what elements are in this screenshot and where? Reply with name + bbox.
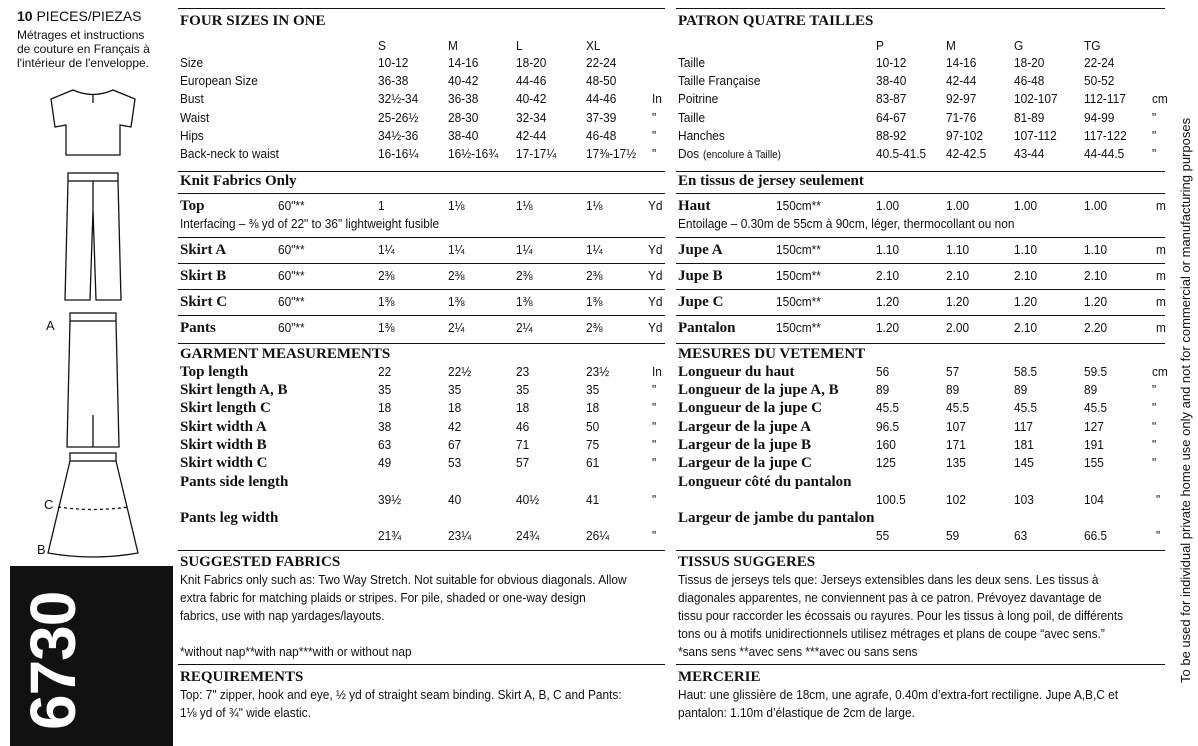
size-cell: 40-42 bbox=[516, 91, 547, 107]
size-cell: 40.5-41.5 bbox=[876, 146, 927, 161]
pants-leg-label: Largeur de jambe du pantalon bbox=[678, 510, 875, 526]
unit-label: " bbox=[1156, 528, 1161, 543]
size-cell: 97-102 bbox=[946, 127, 983, 143]
fabric-cell: 2.10 bbox=[876, 268, 900, 283]
fabric-row-label: Skirt B bbox=[180, 268, 227, 284]
pants-side-cell: 40 bbox=[448, 492, 462, 507]
pants-leg-label: Pants leg width bbox=[180, 510, 279, 526]
garment-cell: 107 bbox=[946, 418, 966, 434]
garment-cell: 35 bbox=[516, 382, 530, 398]
size-cell: 43-44 bbox=[1014, 146, 1045, 161]
size-cell: 38-40 bbox=[876, 73, 907, 89]
unit-label: m bbox=[1156, 268, 1166, 283]
fabric-cell: 1.00 bbox=[946, 198, 970, 213]
fabric-cell: 2.10 bbox=[1084, 268, 1108, 283]
garment-sketches bbox=[40, 85, 150, 560]
fabric-width: 60"** bbox=[278, 320, 305, 335]
size-cell: 16½-16¾ bbox=[448, 146, 499, 161]
size-cell: 88-92 bbox=[876, 127, 907, 143]
size-cell: 22-24 bbox=[1084, 55, 1115, 70]
fabric-cell: 1⅜ bbox=[378, 320, 395, 335]
suggested-title: TISSUS SUGGERES bbox=[678, 554, 816, 570]
row-divider bbox=[178, 315, 665, 316]
garment-cell: 125 bbox=[876, 455, 896, 470]
fabric-cell: 1.00 bbox=[1084, 198, 1108, 213]
english-column bbox=[178, 0, 665, 746]
fabric-row-label: Skirt A bbox=[180, 242, 227, 258]
fabric-cell: 1⅜ bbox=[516, 294, 533, 309]
unit-label: " bbox=[1152, 382, 1157, 398]
garment-cell: 35 bbox=[586, 382, 600, 398]
size-row-label: Hanches bbox=[678, 127, 725, 143]
size-cell: 38-40 bbox=[448, 127, 479, 143]
fabric-row-label: Top bbox=[180, 198, 205, 214]
size-cell: 92-97 bbox=[946, 91, 977, 107]
size-cell: 18-20 bbox=[516, 55, 547, 70]
note-line: Métrages et instructions bbox=[17, 28, 145, 42]
size-cell: 46-48 bbox=[586, 127, 617, 143]
pants-side-cell: 41 bbox=[586, 492, 600, 507]
suggested-line: diagonales apparentes, ne conviennent pas à ce patron. Prévoyez davantage de bbox=[678, 590, 1102, 605]
unit-label: " bbox=[1152, 400, 1157, 416]
row-divider bbox=[676, 315, 1165, 316]
fabric-cell: 2⅜ bbox=[586, 320, 603, 335]
size-cell: 32½-34 bbox=[378, 91, 419, 107]
garment-row-label: Skirt width A bbox=[180, 418, 267, 435]
garment-cell: 171 bbox=[946, 436, 966, 452]
requirements-line: pantalon: 1.10m d’élastique de 2cm de large. bbox=[678, 705, 915, 720]
size-cell: 32-34 bbox=[516, 109, 547, 125]
size-col-header: S bbox=[378, 38, 386, 53]
garment-cell: 45.5 bbox=[946, 400, 970, 416]
garment-cell: 22½ bbox=[448, 364, 472, 379]
row-divider bbox=[676, 289, 1165, 290]
size-row-label: European Size bbox=[180, 73, 258, 89]
size-row-label: Back-neck to waist bbox=[180, 146, 279, 161]
unit-label: " bbox=[1152, 109, 1157, 125]
unit-label: " bbox=[652, 146, 657, 161]
garment-row-label: Longueur de la jupe C bbox=[678, 400, 822, 417]
size-cell: 42-44 bbox=[516, 127, 547, 143]
garment-row-label: Top length bbox=[180, 364, 249, 380]
view-label-a: A bbox=[46, 318, 55, 333]
sizes-title: FOUR SIZES IN ONE bbox=[180, 13, 326, 29]
garment-cell: 42 bbox=[448, 418, 462, 434]
sizes-title: PATRON QUATRE TAILLES bbox=[678, 13, 874, 29]
unit-label: Yd bbox=[648, 320, 663, 335]
size-col-header: XL bbox=[586, 38, 601, 53]
size-cell: 107-112 bbox=[1014, 127, 1057, 143]
interfacing-note: Entoilage – 0.30m de 55cm à 90cm, léger, thermocollant ou non bbox=[678, 216, 1015, 231]
requirements-line: 1⅛ yd of ¾" wide elastic. bbox=[180, 705, 311, 720]
size-cell: 117-122 bbox=[1084, 127, 1127, 143]
unit-label: " bbox=[652, 382, 657, 398]
pants-side-cell: 40½ bbox=[516, 492, 540, 507]
unit-label: " bbox=[652, 400, 657, 416]
size-cell: 83-87 bbox=[876, 91, 907, 107]
dos-note: (encolure à Taille) bbox=[703, 149, 781, 161]
requirements-title: MERCERIE bbox=[678, 669, 761, 685]
fabric-width: 150cm** bbox=[776, 198, 821, 213]
garment-cell: 67 bbox=[448, 436, 462, 452]
fabric-cell: 2¼ bbox=[448, 320, 465, 335]
garment-cell: 35 bbox=[448, 382, 462, 398]
fabric-row-label: Pantalon bbox=[678, 320, 736, 336]
size-cell: 22-24 bbox=[586, 55, 617, 70]
fabric-cell: 2¼ bbox=[516, 320, 533, 335]
size-row-label: Waist bbox=[180, 109, 210, 125]
size-col-header: M bbox=[946, 38, 956, 53]
garment-row-label: Skirt width C bbox=[180, 455, 268, 471]
size-row-label: Size bbox=[180, 55, 204, 70]
fabric-row-label: Jupe C bbox=[678, 294, 724, 310]
size-cell: 50-52 bbox=[1084, 73, 1115, 89]
size-cell: 112-117 bbox=[1084, 91, 1126, 107]
garment-cell: 61 bbox=[586, 455, 600, 470]
fabric-row-label: Jupe A bbox=[678, 242, 723, 258]
pattern-number: 6730 bbox=[17, 591, 89, 730]
fabric-width: 60"** bbox=[278, 294, 305, 309]
size-cell: 36-38 bbox=[448, 91, 479, 107]
garment-cell: 18 bbox=[448, 400, 462, 416]
fabrics-title: En tissus de jersey seulement bbox=[678, 173, 864, 189]
requirements-title: REQUIREMENTS bbox=[180, 669, 304, 685]
fabric-cell: 1.20 bbox=[1014, 294, 1038, 309]
garment-cell: 155 bbox=[1084, 455, 1104, 470]
unit-label: " bbox=[652, 455, 657, 470]
pants-side-cell: 39½ bbox=[378, 492, 402, 507]
unit-label: " bbox=[652, 127, 657, 143]
garment-row-label: Longueur de la jupe A, B bbox=[678, 382, 839, 399]
size-cell: 16-16¼ bbox=[378, 146, 419, 161]
pants-side-label: Pants side length bbox=[180, 474, 289, 490]
fabric-row-label: Jupe B bbox=[678, 268, 723, 284]
garment-row-label: Largeur de la jupe C bbox=[678, 455, 812, 471]
fabric-cell: 1.00 bbox=[876, 198, 900, 213]
pants-leg-cell: 21¾ bbox=[378, 528, 402, 543]
size-cell: 14-16 bbox=[448, 55, 479, 70]
fabric-cell: 1¼ bbox=[448, 242, 465, 257]
size-cell: 46-48 bbox=[1014, 73, 1045, 89]
fabric-cell: 1 bbox=[378, 198, 385, 213]
garment-cell: 96.5 bbox=[876, 418, 900, 434]
size-col-header: TG bbox=[1084, 38, 1101, 53]
pants-leg-cell: 55 bbox=[876, 528, 890, 543]
size-row-label: Poitrine bbox=[678, 91, 719, 107]
size-cell: 44-46 bbox=[516, 73, 547, 89]
fabric-cell: 1.20 bbox=[946, 294, 970, 309]
row-divider bbox=[676, 263, 1165, 264]
garment-cell: 23 bbox=[516, 364, 530, 379]
usage-note: To be used for individual private home use only and not for commercial or manufacturing purposes bbox=[1178, 117, 1193, 683]
size-col-header: L bbox=[516, 38, 523, 53]
garment-cell: 18 bbox=[516, 400, 530, 416]
fabric-cell: 1.00 bbox=[1014, 198, 1038, 213]
pieces-label: PIECES/PIEZAS bbox=[36, 8, 142, 24]
fabric-row-label: Skirt C bbox=[180, 294, 228, 310]
fabric-width: 60"** bbox=[278, 198, 305, 213]
fabric-cell: 1.20 bbox=[1084, 294, 1108, 309]
unit-label: " bbox=[652, 436, 657, 452]
unit-label: cm bbox=[1152, 91, 1168, 107]
size-cell: 94-99 bbox=[1084, 109, 1115, 125]
unit-label: " bbox=[1156, 492, 1161, 507]
garment-cell: 46 bbox=[516, 418, 530, 434]
garment-cell: 49 bbox=[378, 455, 392, 470]
row-divider bbox=[676, 237, 1165, 238]
garment-cell: 58.5 bbox=[1014, 364, 1038, 379]
fabric-width: 150cm** bbox=[776, 242, 821, 257]
size-cell: 34½-36 bbox=[378, 127, 419, 143]
size-cell: 25-26½ bbox=[378, 109, 419, 125]
french-note bbox=[17, 28, 150, 70]
fabric-cell: 1.10 bbox=[1084, 242, 1108, 257]
suggested-line: Knit Fabrics only such as: Two Way Stretch. Not suitable for obvious diagonals. Allow bbox=[180, 572, 627, 587]
fabric-cell: 1¼ bbox=[378, 242, 395, 257]
french-column bbox=[676, 0, 1168, 746]
fabric-width: 60"** bbox=[278, 242, 305, 257]
garment-row-label: Skirt length A, B bbox=[180, 382, 288, 399]
pants-side-cell: 104 bbox=[1084, 492, 1104, 507]
garment-cell: 22 bbox=[378, 364, 392, 379]
size-col-header: G bbox=[1014, 38, 1024, 53]
unit-label: " bbox=[1152, 146, 1157, 161]
nap-note: *without nap**with nap***with or without nap bbox=[180, 644, 412, 659]
fabric-width: 60"** bbox=[278, 268, 305, 283]
unit-label: cm bbox=[1152, 364, 1168, 379]
requirements-line: Haut: une glissière de 18cm, une agrafe, 0.40m d’extra-fort rectiligne. Jupe A,B,C et bbox=[678, 687, 1119, 702]
interfacing-note: Interfacing – ⅜ yd of 22" to 36" lightweight fusible bbox=[180, 216, 440, 231]
pants-leg-cell: 59 bbox=[946, 528, 960, 543]
top-sketch bbox=[51, 90, 135, 155]
fabric-width: 150cm** bbox=[776, 268, 821, 283]
suggested-line: tissu pour raccorder les écossais ou rayures. Pour les tissus à long poil, de différents bbox=[678, 608, 1124, 623]
requirements-line: Top: 7" zipper, hook and eye, ½ yd of straight seam binding. Skirt A, B, C and Pants: bbox=[180, 687, 622, 702]
size-cell: 17-17¼ bbox=[516, 146, 557, 161]
fabric-cell: 1.10 bbox=[946, 242, 970, 257]
size-cell: 18-20 bbox=[1014, 55, 1045, 70]
garment-cell: 18 bbox=[378, 400, 392, 416]
pants-side-cell: 102 bbox=[946, 492, 966, 507]
fabric-cell: 1⅜ bbox=[448, 294, 465, 309]
row-divider bbox=[178, 263, 665, 264]
pants-leg-cell: 26¼ bbox=[586, 528, 610, 543]
pants-sketch bbox=[65, 173, 121, 300]
size-cell: 64-67 bbox=[876, 109, 907, 125]
fabric-cell: 2.00 bbox=[946, 320, 970, 335]
fabric-cell: 2⅜ bbox=[448, 268, 465, 283]
size-cell: 71-76 bbox=[946, 109, 977, 125]
garment-cell: 57 bbox=[946, 364, 960, 379]
view-label-b: B bbox=[37, 542, 46, 557]
fabric-cell: 1⅛ bbox=[448, 198, 465, 213]
pants-side-cell: 100.5 bbox=[876, 492, 906, 507]
unit-label: Yd bbox=[648, 242, 663, 257]
size-row-label: Bust bbox=[180, 91, 204, 107]
pants-leg-cell: 66.5 bbox=[1084, 528, 1108, 543]
unit-label: m bbox=[1156, 242, 1166, 257]
unit-label: " bbox=[652, 528, 657, 543]
pieces-heading bbox=[17, 8, 142, 24]
unit-label: " bbox=[1152, 127, 1157, 143]
fabric-cell: 2⅜ bbox=[516, 268, 533, 283]
fabric-cell: 1⅛ bbox=[586, 198, 603, 213]
size-cell: 10-12 bbox=[876, 55, 907, 70]
size-col-header: M bbox=[448, 38, 458, 53]
size-cell: 10-12 bbox=[378, 55, 409, 70]
fabric-cell: 1.20 bbox=[876, 294, 900, 309]
fabric-cell: 2.10 bbox=[1014, 268, 1038, 283]
fabric-cell: 1.10 bbox=[1014, 242, 1038, 257]
size-row-label: Taille bbox=[678, 109, 706, 125]
garment-cell: 45.5 bbox=[1014, 400, 1038, 416]
size-cell: 102-107 bbox=[1014, 91, 1058, 107]
size-row-label: Taille bbox=[678, 55, 706, 70]
fabric-cell: 2.10 bbox=[1014, 320, 1038, 335]
garment-cell: 45.5 bbox=[876, 400, 900, 416]
skirt-bc-sketch bbox=[48, 453, 138, 557]
garment-cell: 135 bbox=[946, 455, 966, 470]
garment-cell: 181 bbox=[1014, 436, 1034, 452]
size-row-label: Taille Française bbox=[678, 73, 761, 89]
garment-title: GARMENT MEASUREMENTS bbox=[180, 346, 391, 362]
garment-cell: 23½ bbox=[586, 364, 610, 379]
garment-cell: 89 bbox=[946, 382, 960, 398]
garment-cell: 18 bbox=[586, 400, 600, 416]
garment-cell: 117 bbox=[1014, 418, 1033, 434]
garment-cell: 75 bbox=[586, 436, 600, 452]
size-cell: 40-42 bbox=[448, 73, 479, 89]
garment-row-label: Largeur de la jupe A bbox=[678, 418, 812, 435]
unit-label: " bbox=[1152, 455, 1157, 470]
fabric-cell: 2⅜ bbox=[378, 268, 395, 283]
fabric-cell: 2.20 bbox=[1084, 320, 1108, 335]
skirt-a-sketch bbox=[67, 313, 119, 447]
size-cell: 37-39 bbox=[586, 109, 617, 125]
suggested-title: SUGGESTED FABRICS bbox=[180, 554, 341, 570]
size-cell: 17⅜-17½ bbox=[586, 146, 637, 161]
size-row-label: Hips bbox=[180, 127, 204, 143]
garment-cell: 145 bbox=[1014, 455, 1034, 470]
suggested-line: Tissus de jerseys tels que: Jerseys extensibles dans les deux sens. Les tissus à bbox=[678, 572, 1099, 587]
pieces-count: 10 bbox=[17, 8, 33, 24]
size-cell: 44-44.5 bbox=[1084, 146, 1125, 161]
row-divider bbox=[178, 289, 665, 290]
unit-label: m bbox=[1156, 320, 1166, 335]
garment-cell: 45.5 bbox=[1084, 400, 1108, 416]
fabric-cell: 1¼ bbox=[516, 242, 533, 257]
fabric-cell: 2⅜ bbox=[586, 268, 603, 283]
garment-cell: 57 bbox=[516, 455, 530, 470]
view-label-c: C bbox=[44, 497, 54, 512]
pants-leg-cell: 24¾ bbox=[516, 528, 540, 543]
fabric-width: 150cm** bbox=[776, 294, 821, 309]
nap-note: *sans sens **avec sens ***avec ou sans sens bbox=[678, 644, 918, 659]
garment-cell: 127 bbox=[1084, 418, 1104, 434]
fabric-row-label: Pants bbox=[180, 320, 216, 336]
garment-cell: 38 bbox=[378, 418, 392, 434]
unit-label: In bbox=[652, 91, 662, 107]
garment-cell: 89 bbox=[876, 382, 890, 398]
fabric-cell: 1⅛ bbox=[516, 198, 533, 213]
pants-leg-cell: 63 bbox=[1014, 528, 1028, 543]
pants-side-label: Longueur côté du pantalon bbox=[678, 474, 852, 490]
garment-cell: 160 bbox=[876, 436, 896, 452]
fabrics-title: Knit Fabrics Only bbox=[180, 173, 297, 189]
fabric-cell: 1¼ bbox=[586, 242, 603, 257]
pants-side-cell: 103 bbox=[1014, 492, 1034, 507]
unit-label: Yd bbox=[648, 268, 663, 283]
garment-cell: 59.5 bbox=[1084, 364, 1108, 379]
size-row-label: Dos bbox=[678, 146, 700, 161]
note-line: de couture en Français à bbox=[17, 42, 150, 56]
unit-label: Yd bbox=[648, 198, 663, 213]
fabric-width: 150cm** bbox=[776, 320, 821, 335]
garment-row-label: Skirt width B bbox=[180, 436, 267, 453]
size-cell: 81-89 bbox=[1014, 109, 1045, 125]
size-cell: 42-42.5 bbox=[946, 146, 987, 161]
garment-cell: 89 bbox=[1014, 382, 1028, 398]
fabric-cell: 1⅜ bbox=[378, 294, 395, 309]
garment-cell: 35 bbox=[378, 382, 392, 398]
fabric-row-label: Haut bbox=[678, 198, 711, 214]
unit-label: " bbox=[1152, 418, 1157, 434]
suggested-line: fabrics, use with nap yardages/layouts. bbox=[180, 608, 385, 623]
size-cell: 36-38 bbox=[378, 73, 409, 89]
unit-label: " bbox=[652, 492, 657, 507]
size-cell: 14-16 bbox=[946, 55, 977, 70]
fabric-cell: 1⅜ bbox=[586, 294, 603, 309]
pants-leg-cell: 23¼ bbox=[448, 528, 472, 543]
unit-label: " bbox=[652, 109, 657, 125]
garment-cell: 63 bbox=[378, 436, 392, 452]
garment-cell: 56 bbox=[876, 364, 890, 379]
garment-title: MESURES DU VETEMENT bbox=[678, 346, 866, 362]
suggested-line: extra fabric for matching plaids or stripes. For pile, shaded or one-way design bbox=[180, 590, 586, 605]
suggested-line: tons ou à motifs unidirectionnels utilisez métrages et plans de coupe “avec sens.” bbox=[678, 626, 1105, 641]
garment-row-label: Skirt length C bbox=[180, 400, 271, 417]
row-divider bbox=[178, 237, 665, 238]
garment-cell: 53 bbox=[448, 455, 462, 470]
note-line: l'intérieur de l'enveloppe. bbox=[17, 56, 149, 70]
garment-row-label: Largeur de la jupe B bbox=[678, 436, 812, 453]
garment-row-label: Longueur du haut bbox=[678, 364, 795, 380]
size-cell: 28-30 bbox=[448, 109, 479, 125]
unit-label: " bbox=[1152, 436, 1157, 452]
garment-cell: 71 bbox=[516, 436, 530, 452]
unit-label: " bbox=[652, 418, 657, 434]
unit-label: In bbox=[652, 364, 662, 379]
size-col-header: P bbox=[876, 38, 884, 53]
unit-label: Yd bbox=[648, 294, 663, 309]
unit-label: m bbox=[1156, 294, 1166, 309]
unit-label: m bbox=[1156, 198, 1166, 213]
garment-cell: 89 bbox=[1084, 382, 1098, 398]
garment-cell: 191 bbox=[1084, 436, 1104, 452]
fabric-cell: 1.20 bbox=[876, 320, 900, 335]
size-cell: 42-44 bbox=[946, 73, 977, 89]
size-cell: 44-46 bbox=[586, 91, 617, 107]
fabric-cell: 1.10 bbox=[876, 242, 900, 257]
size-cell: 48-50 bbox=[586, 73, 617, 89]
garment-cell: 50 bbox=[586, 418, 600, 434]
fabric-cell: 2.10 bbox=[946, 268, 970, 283]
